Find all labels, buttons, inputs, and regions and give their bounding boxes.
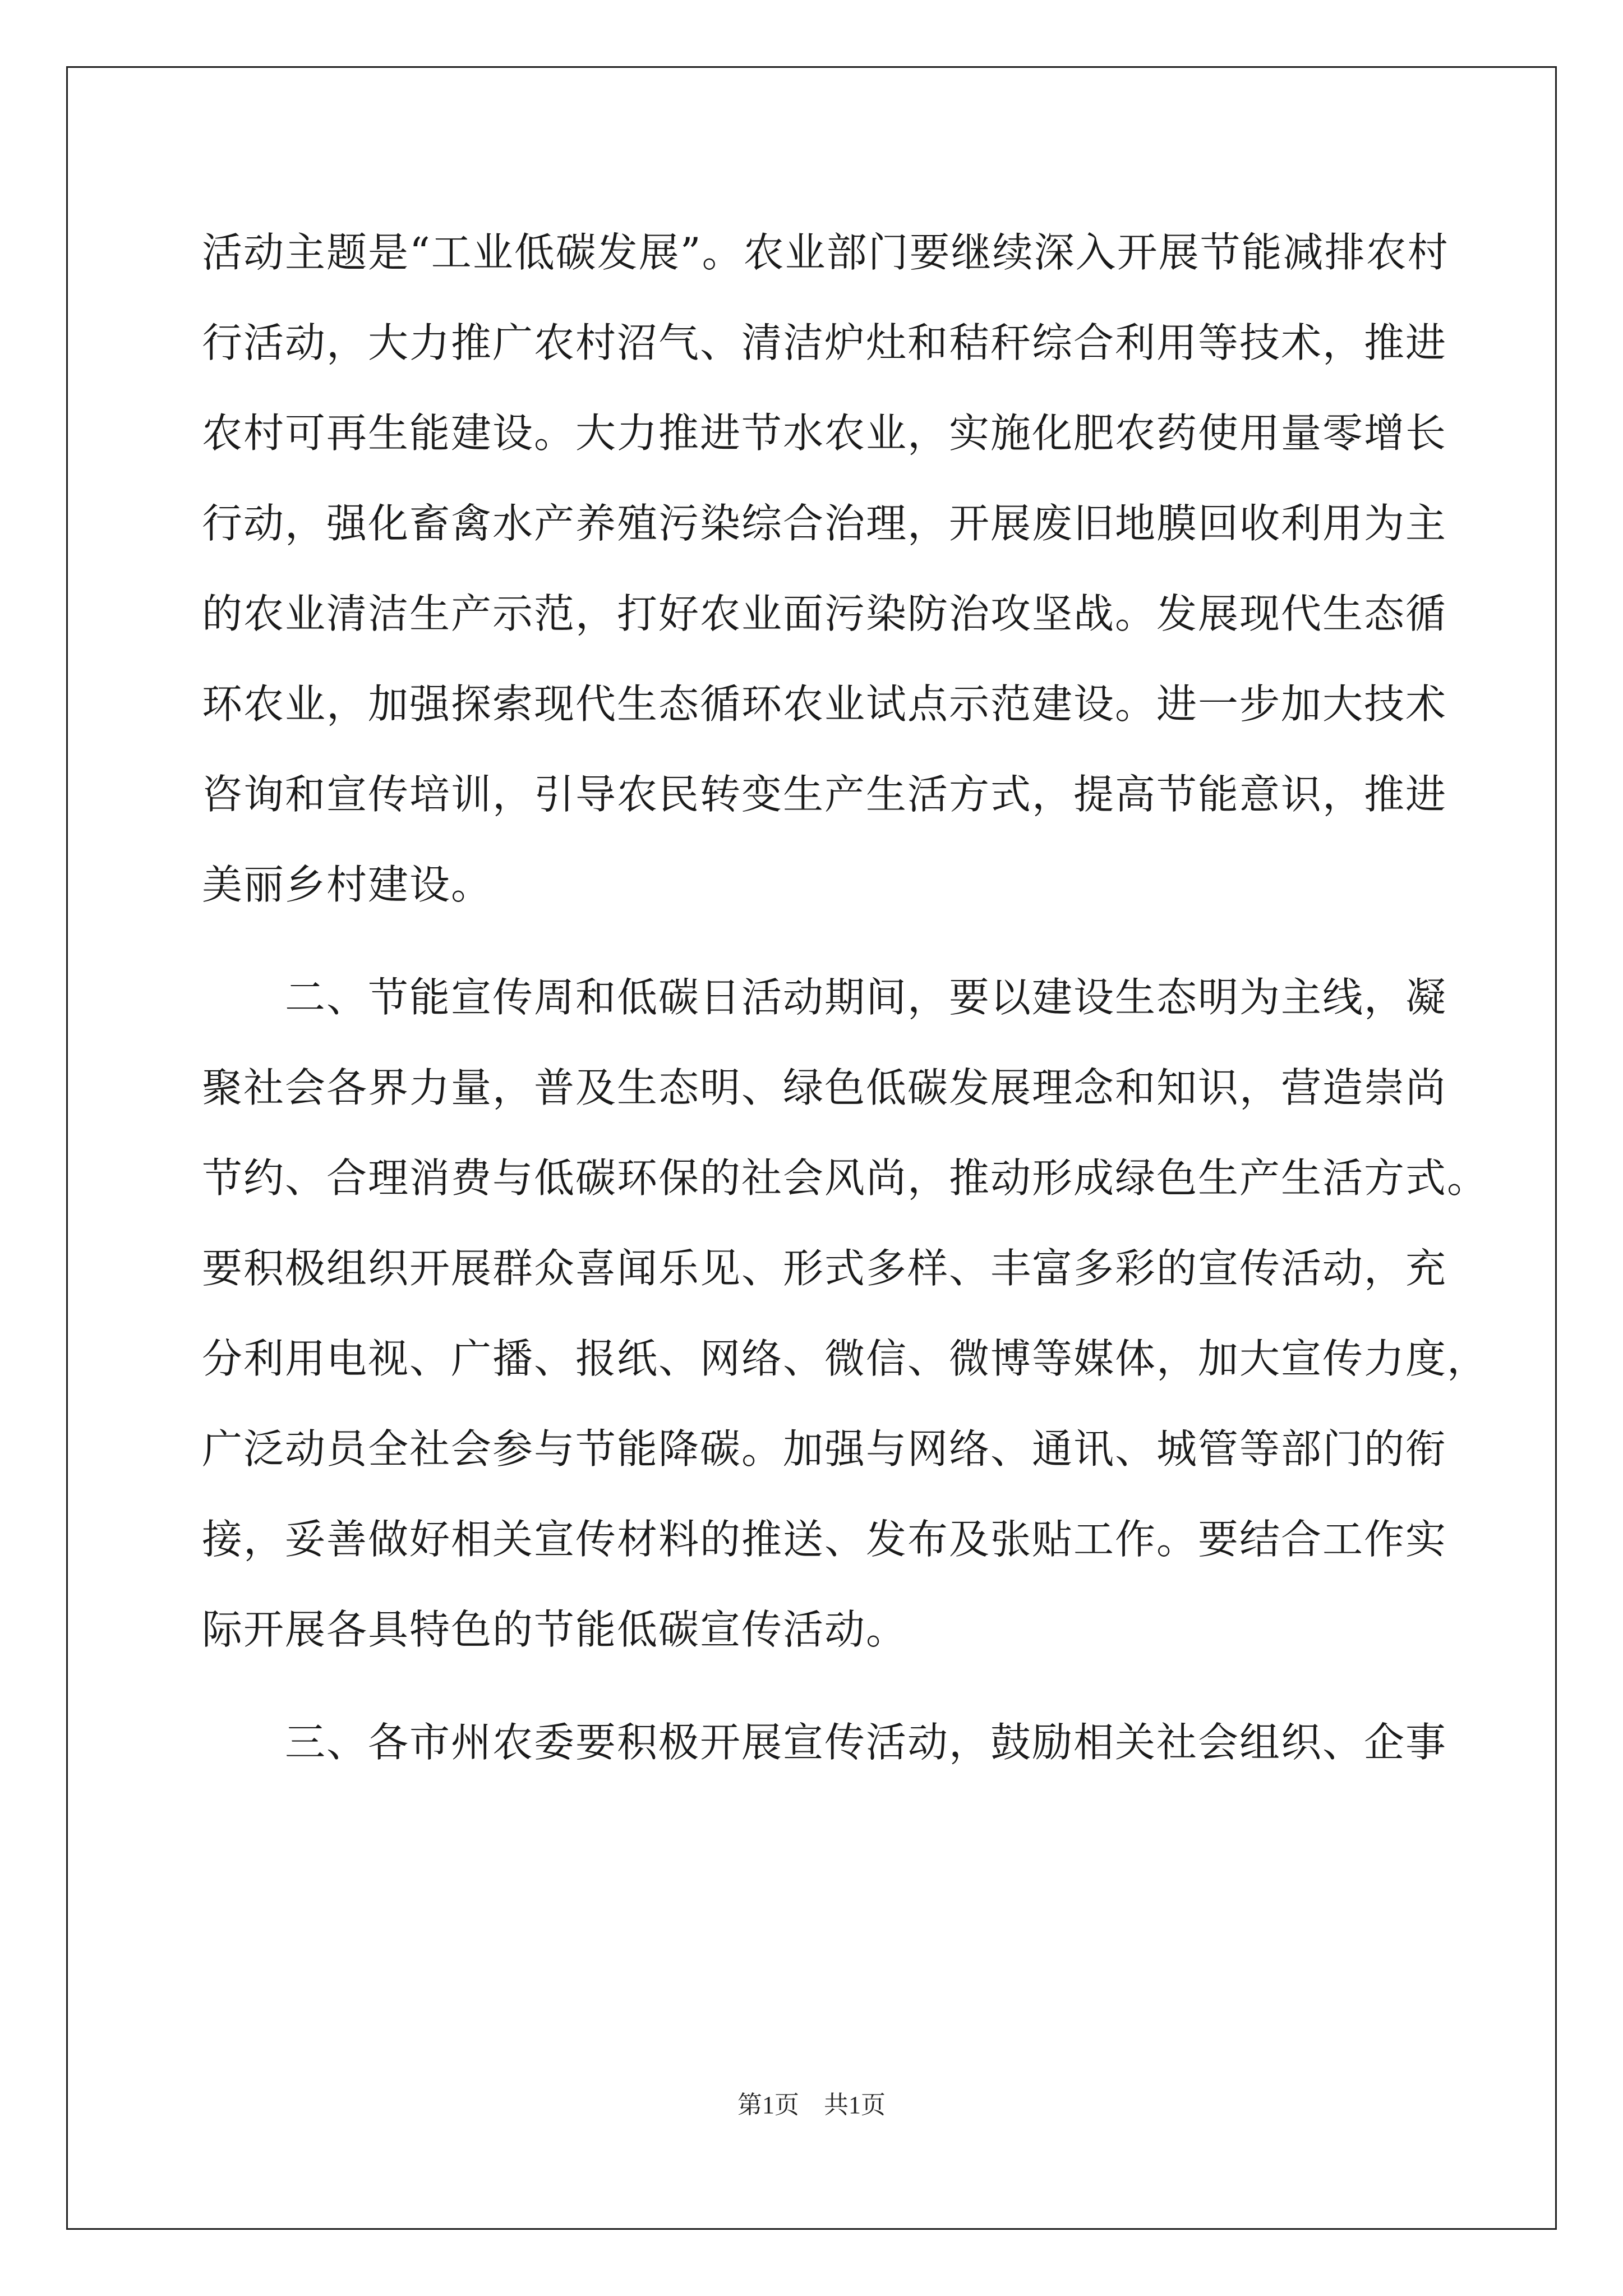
- paragraph-line: 环农业，加强探索现代生态循环农业试点示范建设。进一步加大技术: [202, 680, 1447, 728]
- paragraph-line: 要积极组织开展群众喜闻乐见、形式多样、丰富多彩的宣传活动，充: [202, 1245, 1447, 1292]
- paragraph-line: 美丽乡村建设。: [202, 861, 493, 908]
- paragraph-line: 接，妥善做好相关宣传材料的推送、发布及张贴工作。要结合工作实: [202, 1516, 1447, 1563]
- paragraph-line: 农村可再生能建设。大力推进节水农业，实施化肥农药使用量零增长: [202, 409, 1447, 457]
- document-body: [202, 208, 1489, 1788]
- paragraph-line: 三、各市州农委要积极开展宣传活动，鼓励相关社会组织、企事: [285, 1719, 1447, 1766]
- paragraph-line: 际开展各具特色的节能低碳宣传活动。: [202, 1606, 908, 1653]
- paragraph-line: 的农业清洁生产示范，打好农业面污染防治攻坚战。发展现代生态循: [202, 590, 1447, 637]
- paragraph-line: 聚社会各界力量，普及生态明、绿色低碳发展理念和知识，营造崇尚: [202, 1064, 1447, 1111]
- paragraph-line: 广泛动员全社会参与节能降碳。加强与网络、通讯、城管等部门的衔: [202, 1425, 1447, 1473]
- paragraph-line: 二、节能宣传周和低碳日活动期间，要以建设生态明为主线，凝: [285, 974, 1447, 1021]
- paragraph-line: 节约、合理消费与低碳环保的社会风尚，推动形成绿色生产生活方式。: [202, 1154, 1489, 1202]
- page-number-footer: 第1页 共1页: [737, 2091, 886, 2119]
- paragraph-line: 行动，强化畜禽水产养殖污染综合治理，开展废旧地膜回收利用为主: [202, 500, 1447, 547]
- paragraph-line: 咨询和宣传培训，引导农民转变生产生活方式，提高节能意识，推进: [202, 771, 1447, 818]
- paragraph-line: 行活动，大力推广农村沼气、清洁炉灶和秸秆综合利用等技术，推进: [202, 319, 1447, 366]
- paragraph-line: 活动主题是“工业低碳发展”。农业部门要继续深入开展节能减排农村: [202, 229, 1449, 276]
- paragraph-line: 分利用电视、广播、报纸、网络、微信、微博等媒体，加大宣传力度，: [202, 1335, 1489, 1382]
